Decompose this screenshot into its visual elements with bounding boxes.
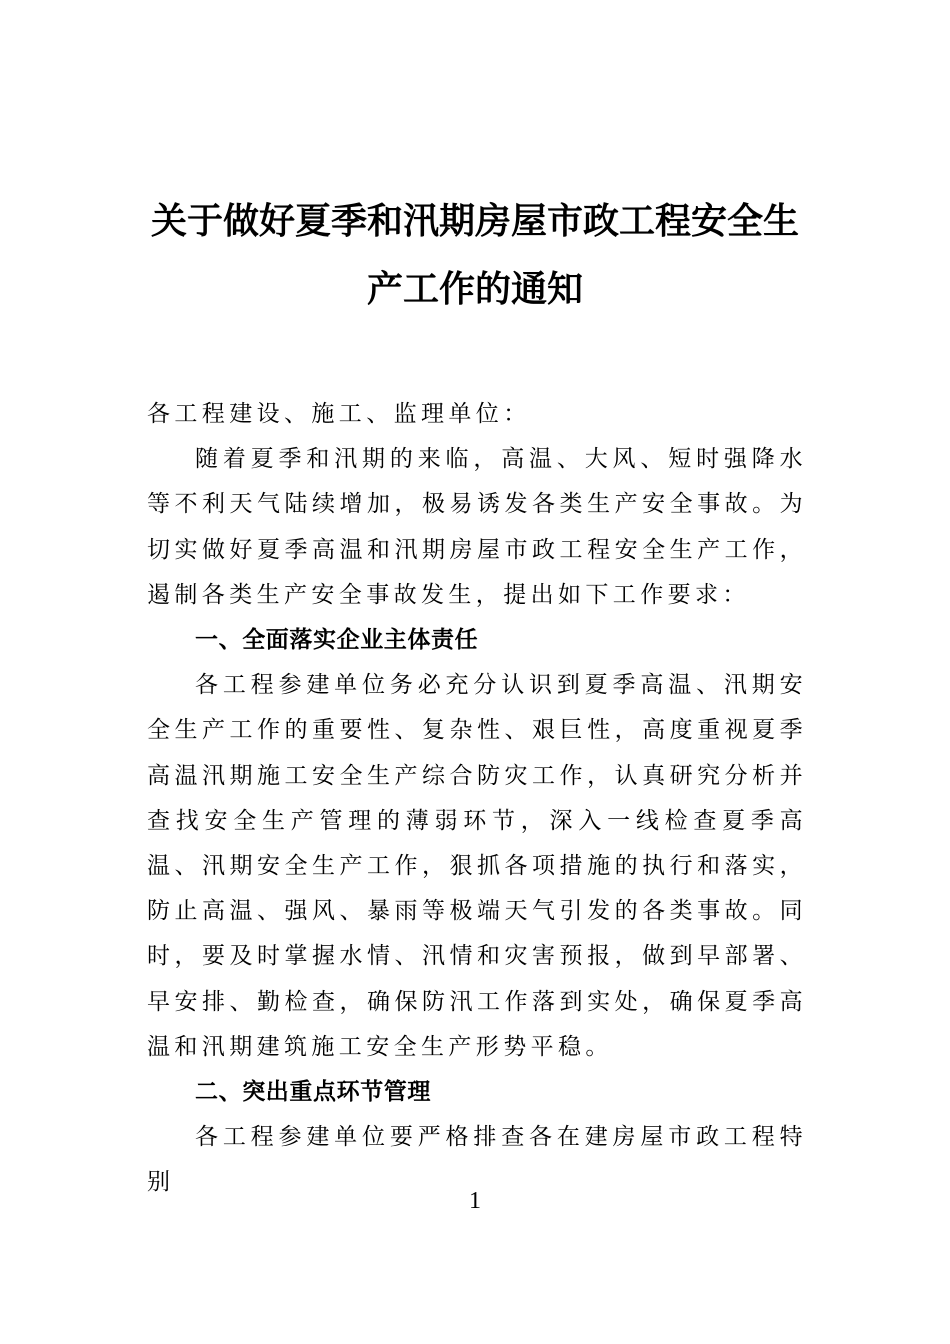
section-2-heading: 二、突出重点环节管理 — [195, 1079, 431, 1106]
document-title-line-1: 关于做好夏季和汛期房屋市政工程安全生 — [150, 200, 799, 242]
section-2-paragraph: 各工程参建单位要严格排查各在建房屋市政工程特别 — [147, 1124, 807, 1196]
document-title-line-2: 产工作的通知 — [366, 268, 583, 310]
section-1-heading: 一、全面落实企业主体责任 — [195, 627, 479, 654]
section-1-paragraph: 各工程参建单位务必充分认识到夏季高温、汛期安全生产工作的重要性、复杂性、艰巨性，高度重视夏季高温汛期施工安全生产综合防灾工作，认真研究分析并查找安全生产管理的薄弱环节，深入一线检查夏季高温、汛期安全生产工作，狠抓各项措施的执行和落实，防止高温、强风、暴雨等极端天气引发的各类事故。同时，要及时掌握水情、汛情和灾害预报，做到早部署、早安排、勤检查，确保防汛工作落到实处，确保夏季高温和汛期建筑施工安全生产形势平稳。 — [147, 672, 807, 1060]
intro-paragraph: 随着夏季和汛期的来临，高温、大风、短时强降水等不利天气陆续增加，极易诱发各类生产安全事故。为切实做好夏季高温和汛期房屋市政工程安全生产工作，遏制各类生产安全事故发生，提出如下工作要求： — [147, 446, 807, 608]
document-body — [147, 392, 807, 1206]
page-number: 1 — [469, 1188, 481, 1214]
salutation: 各工程建设、施工、监理单位： — [147, 401, 531, 427]
